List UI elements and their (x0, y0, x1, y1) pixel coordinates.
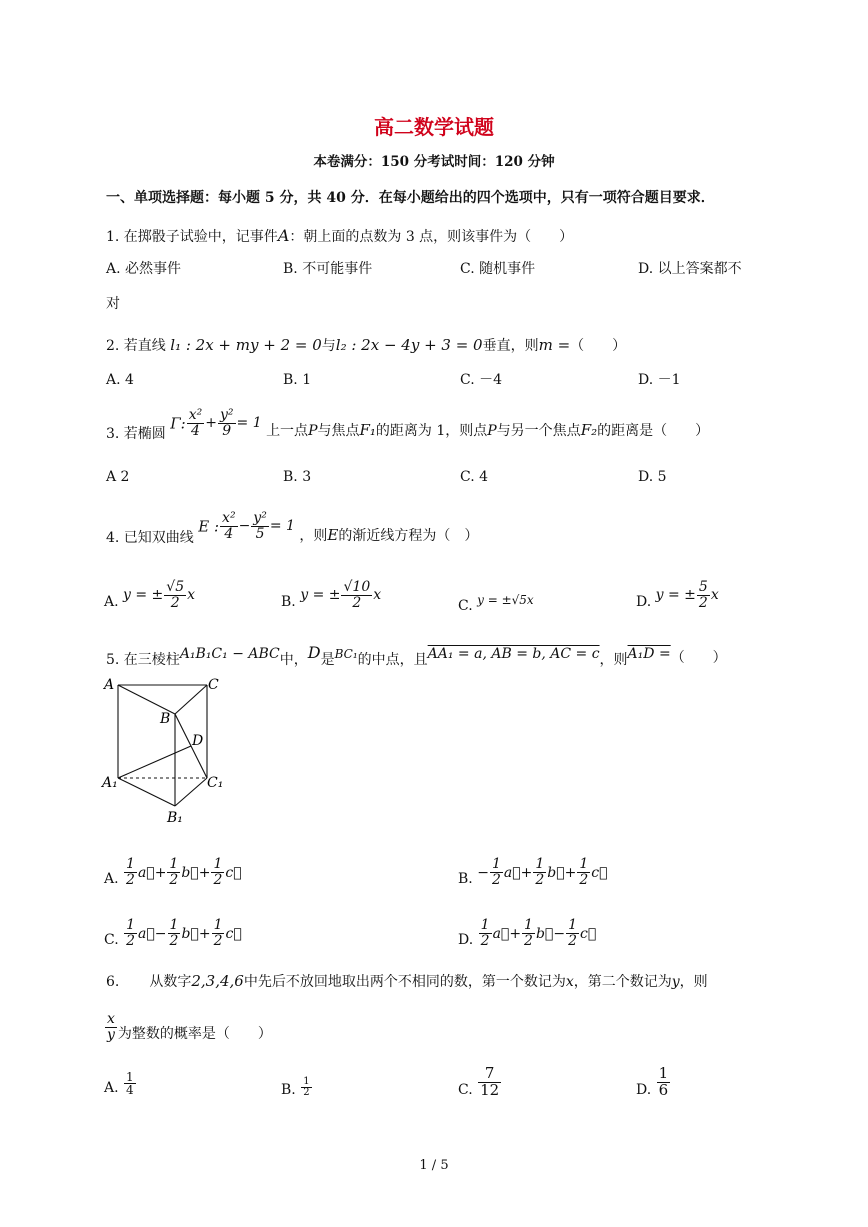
q3-frac-x (187, 408, 205, 438)
q3-d9: 9 (222, 422, 232, 439)
q2-option-d[interactable]: D. －1 (638, 372, 681, 388)
q3-stem-f: 的距离是（ ） (597, 423, 710, 439)
q4-option-a[interactable] (104, 568, 195, 611)
exam-title: 高二数学试题 (374, 115, 494, 139)
q5-option-b[interactable] (458, 843, 608, 888)
question-4-stem: 4. 已知双曲线 E : $\frac{\text{x²}}{4}$ − $\frac{\text{y²}}{5}$ = 1 ，则E的渐近线方程为（ ） (106, 506, 478, 547)
q4-a-num: √5 (166, 579, 185, 596)
q2-line-l1: l₁ : 2x + my + 2 = 0 (170, 336, 322, 354)
q4-b-post: x (373, 587, 382, 604)
q4-d-lab: D. (636, 594, 652, 610)
q4-c-lab: C. (458, 598, 473, 614)
question-5-stem (106, 643, 727, 669)
q5-c-op1: − (154, 925, 167, 942)
q5-option-d[interactable] (458, 904, 596, 949)
q6-a-num: 1 (126, 1069, 134, 1084)
q3-f1: F₁ (359, 421, 376, 439)
q6-stem-b: 中先后不放回地取出两个不相同的数，第一个数记为 (243, 974, 566, 990)
q3-y2: y² (219, 407, 234, 424)
q6-stem-d: ，则 (679, 974, 708, 990)
section-heading: 一、单项选择题：每小题 5 分，共 40 分．在每小题给出的四个选项中，只有一项符合题目要求． (106, 190, 715, 206)
q5-a-expr: $\frac{1}{2}$ a⃗+ $\frac{1}{2}$ b⃗+ $\frac{1}{2}$ c⃗ (126, 856, 242, 889)
q5-a-op1: + (154, 864, 167, 881)
q4-eq1: = 1 (269, 518, 295, 534)
q4-d4: 4 (224, 525, 234, 542)
question-2-stem (106, 336, 626, 355)
prism-figure (100, 672, 230, 832)
q6-option-a[interactable] (104, 1058, 137, 1097)
q4-d-post: x (710, 587, 719, 604)
q2-line-l2: l₂ : 2x − 4y + 3 = 0 (335, 336, 483, 354)
q4-e: E (327, 526, 339, 544)
q1-option-c[interactable]: C. 随机事件 (460, 261, 536, 277)
q5-d: D (307, 643, 321, 662)
q5-prism: A₁B₁C₁ − ABC (179, 646, 280, 662)
q4-stem-c: 的渐近线方程为（ ） (338, 528, 479, 544)
label-A: A (104, 677, 115, 693)
label-B: B (160, 711, 171, 727)
q4-a-lab: A. (104, 594, 119, 610)
q5-a-op2: + (198, 864, 211, 881)
q5-d-expr: $\frac{1}{2}$ a⃗+ $\frac{1}{2}$ b⃗− $\frac{1}{2}$ c⃗ (480, 917, 597, 950)
q1-option-d[interactable]: D. 以上答案都不 (638, 261, 742, 277)
q3-stem-e: 与另一个焦点 (496, 423, 581, 439)
q6-stem-e: 为整数的概率是（ ） (117, 1026, 272, 1042)
q5-a1d: A₁D = (627, 646, 671, 662)
q4-d5: 5 (255, 525, 265, 542)
q3-f2: F₂ (580, 421, 598, 439)
q1-option-b[interactable]: B. 不可能事件 (283, 261, 373, 277)
question-1-stem (106, 226, 573, 246)
q2-mid: 与 (321, 338, 336, 354)
q6-frac-xy (105, 1012, 117, 1042)
q2-paren: （ ） (570, 338, 627, 354)
q4-y2: y² (253, 510, 267, 527)
q3-p: P (308, 423, 318, 439)
q6-num: 6. (106, 974, 120, 990)
q2-option-c[interactable]: C. －4 (460, 372, 503, 388)
exam-subtitle: 本卷满分：150 分考试时间：120 分钟 (313, 154, 555, 170)
q3-eq1: = 1 (236, 415, 262, 431)
question-6-stem (106, 972, 708, 991)
q3-gamma: Γ: (170, 414, 186, 433)
q4-b-num: √10 (343, 579, 371, 596)
q6-c-lab: C. (458, 1082, 473, 1098)
q4-d-den: 2 (698, 595, 708, 612)
q6-y: y (671, 974, 680, 990)
q6-a-den: 4 (126, 1083, 134, 1098)
q5-d-lab: D. (458, 932, 474, 948)
q5-stem-b: 是 (320, 652, 335, 668)
q5-paren: （ ） (670, 650, 727, 666)
q6-b-num: 1 (303, 1075, 310, 1087)
q4-option-b[interactable] (281, 566, 381, 611)
q3-stem-a: 3. 若椭圆 (106, 426, 166, 442)
q4-e-lab: E : (198, 517, 220, 536)
q4-option-c[interactable] (458, 592, 534, 615)
q6-b-den: 2 (303, 1087, 310, 1099)
q4-b-frac (341, 580, 372, 610)
q3-option-a[interactable]: A 2 (106, 469, 130, 485)
q5-c-expr: $\frac{1}{2}$ a⃗− $\frac{1}{2}$ b⃗+ $\frac{1}{2}$ c⃗ (126, 917, 242, 950)
q6-frac-x: x (105, 1012, 117, 1028)
q3-stem-d: 的距离为 1，则点 (375, 423, 488, 439)
q1-option-d-wrap: 对 (106, 296, 120, 312)
q6-d-frac (657, 1066, 671, 1099)
q4-a-pre: y = ± (123, 587, 164, 604)
q4-stem-a: 4. 已知双曲线 (106, 530, 194, 546)
q1-option-a[interactable]: A. 必然事件 (106, 261, 182, 277)
label-C1: C₁ (207, 775, 224, 791)
q5-option-a[interactable] (104, 843, 242, 888)
question-3-stem: 3. 若椭圆 Γ: $\frac{\text{x²}}{4}$ + $\frac{\text{y²}}{9}$ = 1 上一点P与焦点F₁的距离为 1，则点P与另一个焦点F₂的距离是（ ） (106, 404, 709, 443)
q6-d-lab: D. (636, 1082, 652, 1098)
q5-b-expr: − $\frac{1}{2}$ a⃗+ $\frac{1}{2}$ b⃗+ $\frac{1}{2}$ c⃗ (477, 856, 608, 889)
q3-option-d[interactable]: D. 5 (638, 469, 667, 485)
q6-c-frac (478, 1066, 501, 1099)
q5-c-lab: C. (104, 932, 119, 948)
q4-d-pre: y = ± (655, 587, 696, 604)
q4-a-post: x (187, 587, 196, 604)
q4-b-lab: B. (281, 594, 296, 610)
q6-c-den: 12 (480, 1081, 500, 1100)
page-number: 1 / 5 (419, 1158, 449, 1173)
q6-b-lab: B. (281, 1082, 296, 1098)
q4-d-num: 5 (698, 579, 708, 596)
label-D: D (192, 733, 204, 749)
q6-x: x (565, 974, 574, 990)
q5-stem-c: 的中点，且 (357, 652, 428, 668)
q3-frac-y (218, 408, 236, 438)
q5-b-op2: + (564, 864, 577, 881)
q3-x2: x² (188, 407, 203, 424)
q5-b-lab: B. (458, 871, 473, 887)
q5-vecs: AA₁ = a, AB = b, AC = c (427, 646, 600, 662)
q5-bc1: BC₁ (334, 647, 358, 661)
q6-b-frac (301, 1077, 311, 1099)
label-C: C (208, 677, 219, 693)
q2-option-a[interactable]: A. 4 (106, 372, 134, 388)
q4-d-frac (697, 580, 710, 610)
q6-digits: 2,3,4,6 (191, 972, 244, 990)
q4-a-den: 2 (170, 595, 180, 612)
q4-x2: x² (222, 510, 236, 527)
q3-d4: 4 (191, 422, 200, 439)
q6-frac-y: y (107, 1027, 115, 1044)
q1-stem-a: 1. 在掷骰子试验中，记事件 (106, 229, 278, 245)
q5-mid: 中， (279, 652, 308, 668)
q5-stem-d: ，则 (599, 652, 628, 668)
q4-frac-y (251, 511, 269, 541)
q2-stem-b: 垂直，则 (482, 338, 539, 354)
label-A1: A₁ (102, 775, 118, 791)
q4-b-pre: y = ± (300, 587, 341, 604)
q6-stem-c: ，第二个数记为 (573, 974, 672, 990)
q3-p2: P (487, 423, 497, 439)
q6-stem-a: 从数字 (149, 974, 192, 990)
q2-option-b[interactable]: B. 1 (283, 372, 312, 388)
q5-d-op2: − (553, 925, 566, 942)
q3-option-c[interactable]: C. 4 (460, 469, 489, 485)
q3-stem-b: 上一点 (266, 423, 309, 439)
q5-c-op2: + (198, 925, 211, 942)
q6-stem-line2 (104, 1008, 272, 1043)
q4-option-d[interactable] (636, 568, 719, 611)
q4-frac-x (220, 511, 238, 541)
q3-option-b[interactable]: B. 3 (283, 469, 312, 485)
q6-option-c[interactable] (458, 1054, 502, 1099)
q5-d-op1: + (509, 925, 522, 942)
q4-a-frac (164, 580, 186, 610)
q2-stem-a: 2. 若直线 (106, 338, 166, 354)
q5-stem-a: 5. 在三棱柱 (106, 652, 180, 668)
q6-option-d[interactable] (636, 1054, 671, 1099)
q1-event-var: A (277, 226, 290, 245)
q6-d-den: 6 (658, 1081, 669, 1100)
q4-b-den: 2 (352, 595, 362, 612)
q4-stem-b: ，则 (299, 528, 328, 544)
q6-d-num: 1 (658, 1064, 669, 1083)
q6-a-lab: A. (104, 1080, 119, 1096)
q5-a-lab: A. (104, 871, 119, 887)
q3-stem-c: 与焦点 (317, 423, 360, 439)
q2-m-eq: m = (538, 336, 571, 354)
q1-stem-b: ：朝上面的点数为 3 点，则该事件为（ ） (289, 229, 574, 245)
label-B1: B₁ (167, 810, 183, 826)
q5-option-c[interactable] (104, 904, 242, 949)
q4-c-expr: y = ±√5x (477, 593, 534, 607)
q6-a-frac (124, 1071, 136, 1097)
q6-c-num: 7 (478, 1066, 501, 1083)
q6-option-b[interactable] (281, 1064, 313, 1099)
q5-b-op1: + (520, 864, 533, 881)
